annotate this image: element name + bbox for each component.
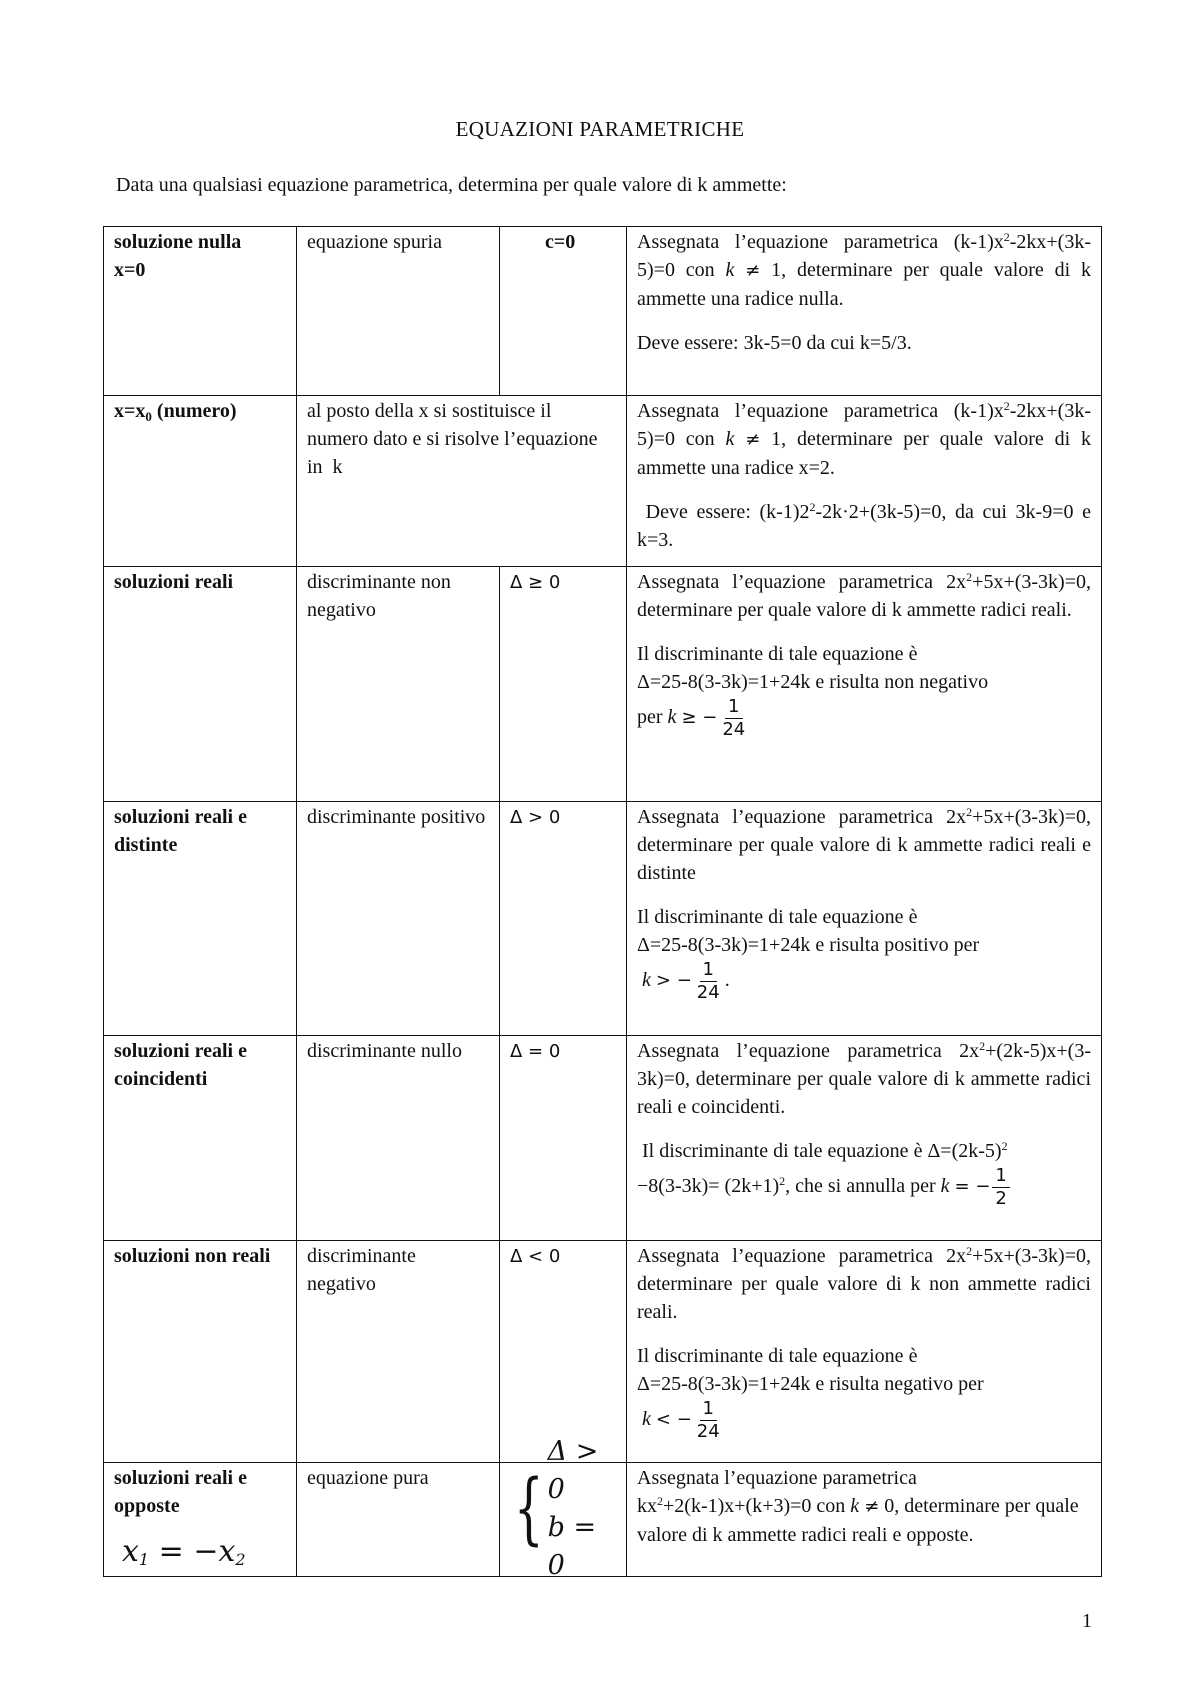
example-cell: Assegnata l’equazione parametrica $2x^2+5x+(3-3k)=0$, determinare per quale valore di k non ammette radici reali. Il discriminante di tale equazione è Δ=25-8(3-3k)=1+24k e risulta negativo per k < − $\frac{1}{24}$ xyxy=(627,1241,1102,1463)
example-cell: Assegnata l’equazione parametrica $(k-1)x^2-2kx+(3k-5)=0$ con k ≠ 1, determinare per quale valore di k ammette una radice x=2. Deve essere: $(k-1)2^2-2k\cdot 2+(3k-5)=0$, da cui 3k-9=0 e k=3. xyxy=(627,396,1102,567)
formula-cell xyxy=(500,1436,627,1581)
formula-cell: Δ = 0 xyxy=(500,1036,627,1241)
case-cell: soluzioni reali e distinte xyxy=(104,802,297,1036)
page-title: EQUAZIONI PARAMETRICHE xyxy=(455,117,745,141)
formula-cell: Δ ≥ 0 xyxy=(500,567,627,802)
example-cell: Assegnata l’equazione parametrica $2x^2+5x+(3-3k)=0$, determinare per quale valore di k ammette radici reali. Il discriminante di tale equazione è Δ=25-8(3-3k)=1+24k e risulta non negativo per k ≥ − $\frac{1}{24}$ xyxy=(627,567,1102,802)
system-of-conditions: { Δ > 0 b = 0 xyxy=(513,1436,599,1581)
condition-cell: discriminante negativo xyxy=(297,1241,500,1463)
table-row xyxy=(104,567,1102,802)
formula-cell: c=0 xyxy=(500,227,627,396)
condition-cell: discriminante positivo xyxy=(297,802,500,1036)
condition-cell: equazione pura xyxy=(297,1463,500,1577)
page-number: 1 xyxy=(1082,1610,1092,1632)
table-row xyxy=(104,1241,1102,1463)
condition-cell: al posto della x si sostituisce il numero dato e si risolve l’equazione in k xyxy=(297,396,627,567)
case-cell: $x=x_0$ (numero) xyxy=(104,396,297,567)
table-row xyxy=(104,1036,1102,1241)
table-row xyxy=(104,396,1102,567)
table-row xyxy=(104,802,1102,1036)
case-cell: soluzioni reali e coincidenti xyxy=(104,1036,297,1241)
example-cell: Assegnata l’equazione parametrica $kx^2+2(k-1)x+(k+3)=0$ con k ≠ 0, determinare per quale valore di k ammette radici reali e opposte. xyxy=(627,1463,1102,1577)
table-row xyxy=(104,227,1102,396)
case-cell: soluzioni reali e opposte $x_1 = -x_2$ xyxy=(104,1463,297,1577)
example-cell: Assegnata l’equazione parametrica $2x^2+(2k-5)x+(3-3k)=0$, determinare per quale valore di k ammette radici reali e coincidenti. Il discriminante di tale equazione è $\Delta=(2k-5)^2$ $-8(3-3k)= (2k+1)^2$, che si annulla per k = − $\frac{1}{2}$ xyxy=(627,1036,1102,1241)
case-cell: soluzioni non reali xyxy=(104,1241,297,1463)
example-cell: Assegnata l’equazione parametrica $(k-1)x^2-2kx+(3k-5)=0$ con k ≠ 1, determinare per quale valore di k ammette una radice nulla. Deve essere: 3k-5=0 da cui k=5/3. xyxy=(627,227,1102,396)
condition-cell: equazione spuria xyxy=(297,227,500,396)
formula-cell: Δ > 0 xyxy=(500,802,627,1036)
opposite-roots-formula: $x_1 = -x_2$ xyxy=(122,1534,246,1569)
parametric-table xyxy=(103,226,1102,1581)
intro-text: Data una qualsiasi equazione parametrica, determina per quale valore di k ammette: xyxy=(116,174,787,196)
condition-cell: discriminante nullo xyxy=(297,1036,500,1241)
case-cell: soluzioni reali xyxy=(104,567,297,802)
formula-cell: Δ < 0 xyxy=(500,1241,627,1463)
case-cell: soluzione nulla x=0 xyxy=(104,227,297,396)
table-row xyxy=(104,1463,1102,1577)
example-cell: Assegnata l’equazione parametrica $2x^2+5x+(3-3k)=0$, determinare per quale valore di k ammette radici reali e distinte Il discriminante di tale equazione è Δ=25-8(3-3k)=1+24k e risulta positivo per k > − $\frac{1}{24}$ . xyxy=(627,802,1102,1036)
condition-cell: discriminante non negativo xyxy=(297,567,500,802)
